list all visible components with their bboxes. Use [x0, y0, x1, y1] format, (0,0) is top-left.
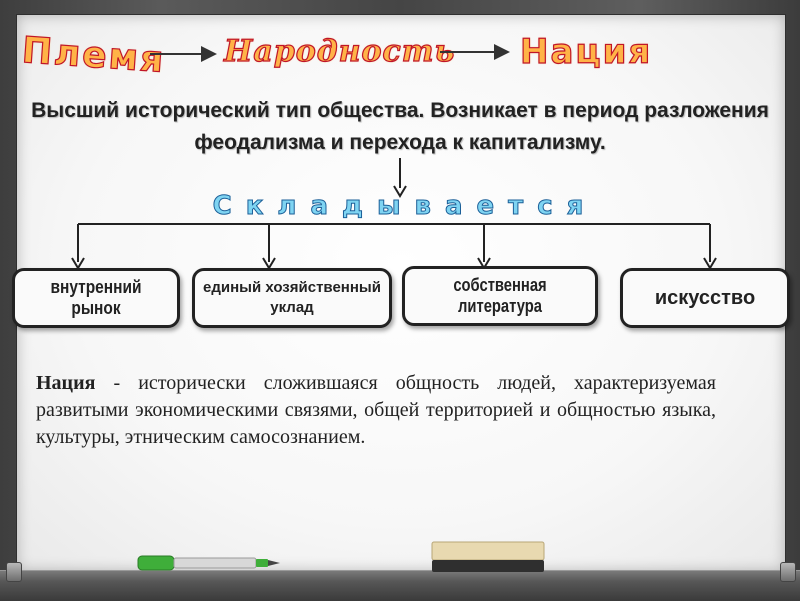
forms-label: Складывается: [212, 191, 598, 221]
definition-term: Нация: [36, 372, 96, 394]
definition-text: - исторически сложившаяся общность людей, характеризуемая развитыми экономическими связями, общей территорией и общностью языка, культуры, этническим самосознанием.: [36, 372, 716, 448]
node-economic-structure: [192, 268, 392, 328]
node-art: [620, 268, 790, 328]
title-word-tribe: Племя: [20, 30, 167, 81]
node-economic-structure-line-2: уклад: [270, 299, 314, 316]
marker-icon: [136, 552, 286, 574]
headline-line-1: Высший исторический тип общества. Возникает в период разложения: [31, 99, 769, 122]
headline-line-2: феодализма и перехода к капитализму.: [194, 131, 606, 154]
node-art-label: искусство: [654, 286, 756, 309]
nation-definition: [36, 370, 716, 451]
eraser-icon: [430, 540, 548, 574]
title-word-nation: Нация: [520, 32, 653, 72]
node-internal-market: [12, 268, 180, 328]
node-internal-market-label: внутренний рынок: [50, 277, 142, 318]
node-economic-structure-line-1: единый хозяйственный: [203, 279, 381, 296]
node-literature: [402, 266, 598, 326]
node-literature-label: собственная литература: [453, 275, 547, 316]
title-word-nationality: Народность: [224, 34, 456, 69]
